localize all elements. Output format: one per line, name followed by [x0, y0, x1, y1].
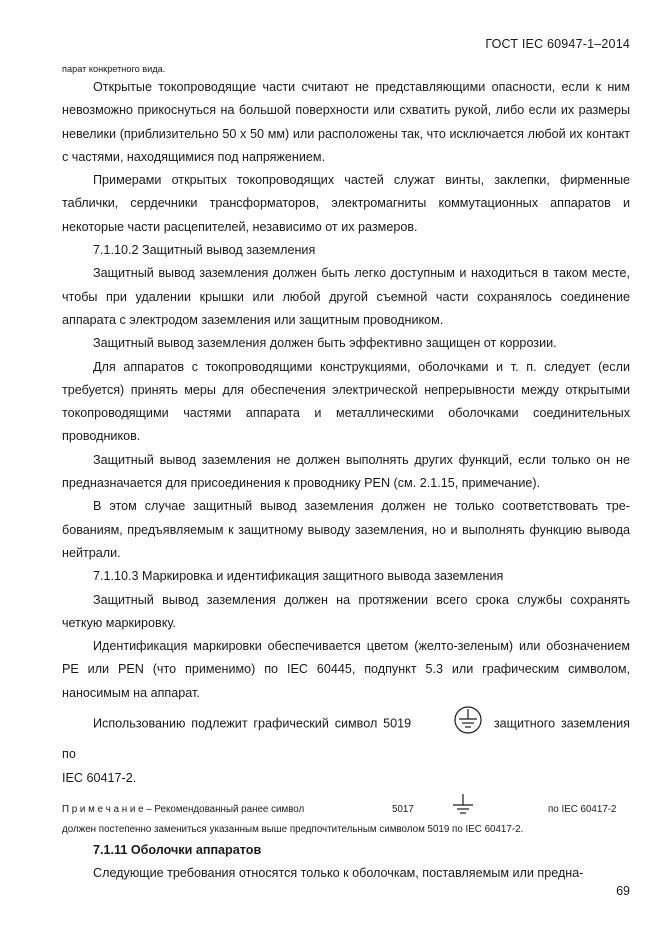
note-line2: должен постепенно замениться указанным выше предпочтительным символом 5019 по IEC 60417-2. [62, 823, 524, 835]
paragraph: Для аппаратов с токопроводящими конструкциями, оболочками и т. п. следует (если требуется) принять меры для обеспечения электрической непрерывности между открытыми токопроводящими частями аппарата и металлическими оболочками соединительных проводников. [62, 359, 630, 444]
protective-earth-symbol-icon [417, 705, 488, 743]
paragraph: Примерами открытых токопроводящих частей служат винты, заклепки, фирменные таблички, сердечники трансформаторов, электромагниты коммутационных аппаратов и некоторые части расцепителей, независимо от их размеров. [62, 173, 630, 234]
paragraph: Открытые токопроводящие части считают не представляющими опасности, если к ним невозможно прикоснуться на большой поверхности или схватить рукой, либо если их размеры невелики (приблизительно 50 х 50 мм) или расположены так, что исключается любой их контакт с частями, находящимися под напряжением. [62, 80, 630, 164]
note-row [62, 796, 630, 820]
earth-symbol-icon [450, 792, 476, 824]
symbol-paragraph-line2: IEC 60417-2. [62, 770, 137, 785]
symbol-text-before: Использованию подлежит графический символ 5019 [93, 716, 412, 731]
paragraph: Идентификация маркировки обеспечивается цветом (желто-зеленым) или обозначением PE или PEN (что применимо) по IEC 60445, подпункт 5.3 или графическим символом, наносимым на аппарат. [62, 639, 630, 700]
document-body [62, 62, 630, 886]
note-symbol-number: 5017 [392, 803, 414, 815]
symbol-paragraph [62, 705, 630, 767]
note-reference: по IEC 60417-2 [548, 803, 617, 815]
continuation-line: парат конкретного вида. [62, 64, 166, 74]
paragraph: Защитный вывод заземления должен быть эффективно защищен от коррозии. [93, 336, 557, 351]
paragraph: Защитный вывод заземления должен быть легко доступным и находиться в таком месте, чтобы при удалении крышки или любой другой съемной части сохранялось соединение аппарата с электродом заземления или защитным проводником. [62, 266, 630, 327]
subsection-heading: 7.1.10.2 Защитный вывод заземления [93, 243, 316, 258]
symbol-text-after: защитного заземления по [62, 716, 631, 762]
page-header: ГОСТ IEC 60947-1–2014 [485, 37, 630, 51]
page-number: 69 [616, 884, 630, 898]
paragraph: Защитный вывод заземления должен на протяжении всего срока службы сохранять четкую маркировку. [62, 592, 630, 630]
paragraph: Следующие требования относятся только к оболочкам, поставляемым или предна- [93, 866, 584, 881]
paragraph: В этом случае защитный вывод заземления должен не только соответствовать требованиям, предъявляемым к защитному выводу заземления, но и выполнять функцию вывода нейтрали. [62, 499, 630, 560]
note-label: П р и м е ч а н и е – Рекомендованный ранее символ [62, 803, 305, 815]
section-heading: 7.1.11 Оболочки аппаратов [93, 842, 262, 857]
subsection-heading: 7.1.10.3 Маркировка и идентификация защитного вывода заземления [93, 569, 504, 584]
paragraph: Защитный вывод заземления не должен выполнять других функций, если только он не предназначается для присоединения к проводнику PEN (см. 2.1.15, примечание). [62, 452, 630, 491]
